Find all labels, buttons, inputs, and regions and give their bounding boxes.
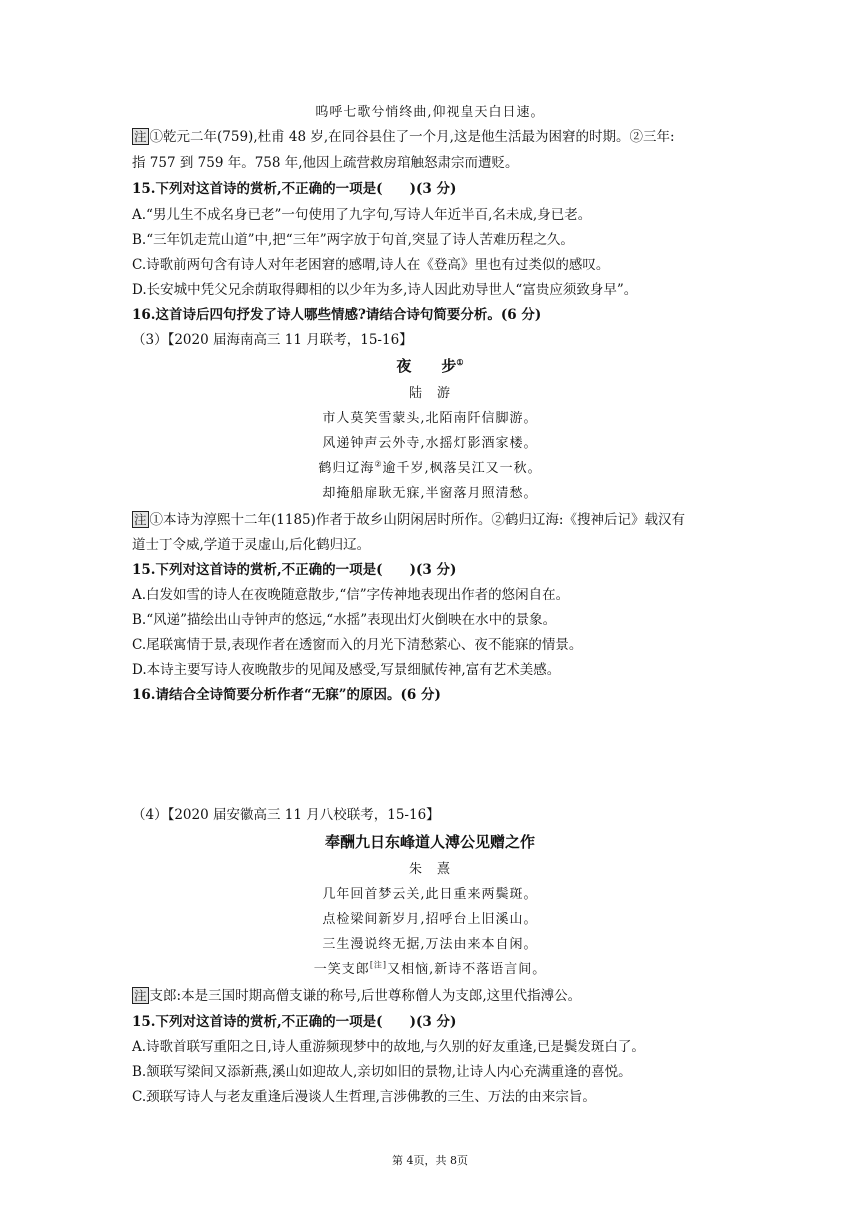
question-15: 15.下列对这首诗的赏析,不正确的一项是( )(3 分) <box>132 562 457 578</box>
poem-line: 点检梁间新岁月,招呼台上旧溪山。 <box>322 912 538 927</box>
poem-line: 一笑支郎[注]又相恼,新诗不落语言间。 <box>313 960 547 977</box>
note-line: 道士丁令威,学道于灵虚山,后化鹤归辽。 <box>132 537 371 553</box>
question-15: 15.下列对这首诗的赏析,不正确的一项是( )(3 分) <box>132 181 457 197</box>
note-label: 注 <box>134 512 147 527</box>
note-label: 注 <box>134 129 147 144</box>
option-b: B.颔联写梁间又添新燕,溪山如迎故人,亲切如旧的景物,让诗人内心充满重逢的喜悦。 <box>132 1064 632 1080</box>
poem-line: 却掩船扉耿无寐,半窗落月照清愁。 <box>322 486 538 501</box>
option-b: B.“三年饥走荒山道”中,把“三年”两字放于句首,突显了诗人苦难历程之久。 <box>132 232 574 248</box>
option-c: C.颈联写诗人与老友重逢后漫谈人生哲理,言涉佛教的三生、万法的由来宗旨。 <box>132 1089 596 1105</box>
option-d: D.本诗主要写诗人夜晚散步的见闻及感受,写景细腻传神,富有艺术美感。 <box>132 662 561 678</box>
note-text: ①乾元二年(759),杜甫 48 岁,在同谷县住了一个月,这是他生活最为困窘的时期。②三年: <box>149 129 675 145</box>
option-c: C.诗歌前两句含有诗人对年老困窘的感喟,诗人在《登高》里也有过类似的感叹。 <box>132 257 610 273</box>
poem-line: 市人莫笑雪蒙头,北陌南阡信脚游。 <box>322 411 538 426</box>
note-text: 支郎:本是三国时期高僧支谦的称号,后世尊称僧人为支郎,这里代指溥公。 <box>149 988 582 1004</box>
poem-author: 朱 熹 <box>408 862 451 877</box>
poem-title: 奉酬九日东峰道人溥公见赠之作 <box>324 833 535 851</box>
poem-title: 夜 步① <box>396 357 464 375</box>
page-footer: 第 4页，共 8页 <box>392 1154 468 1167</box>
note-label: 注 <box>134 988 147 1003</box>
source-label: （4）【2020 届安徽高三 11 月八校联考，15-16】 <box>132 807 440 823</box>
note-text: ①本诗为淳熙十二年(1185)作者于故乡山阴闲居时所作。②鹤归辽海:《搜神后记》载汉有 <box>149 512 685 528</box>
option-b: B.“风递”描绘出山寺钟声的悠远,“水摇”表现出灯火倒映在水中的景象。 <box>132 612 557 628</box>
question-16: 16.这首诗后四句抒发了诗人哪些情感?请结合诗句简要分析。(6 分) <box>132 307 542 323</box>
poem-line: 呜呼七歌兮悄终曲,仰视皇天白日速。 <box>315 105 545 120</box>
option-c: C.尾联寓情于景,表现作者在透窗而入的月光下清愁萦心、夜不能寐的情景。 <box>132 637 583 653</box>
option-d: D.长安城中凭父兄余荫取得卿相的以少年为多,诗人因此劝导世人“富贵应须致身早”。 <box>132 282 638 298</box>
note-line <box>132 127 675 147</box>
question-16: 16.请结合全诗简要分析作者“无寐”的原因。(6 分) <box>132 687 441 703</box>
poem-line: 三生漫说终无据,万法由来本自闲。 <box>322 937 538 952</box>
source-label: （3）【2020 届海南高三 11 月联考，15-16】 <box>132 332 413 348</box>
poem-line: 鹤归辽海②逾千岁,枫落吴江又一秋。 <box>318 459 542 476</box>
note-line <box>132 510 685 530</box>
poem-line: 几年回首梦云关,此日重来两鬓斑。 <box>322 887 538 902</box>
note-line <box>132 986 581 1006</box>
option-a: A.白发如雪的诗人在夜晚随意散步,“信”字传神地表现出作者的悠闲自在。 <box>132 587 570 603</box>
note-line: 指 757 到 759 年。758 年,他因上疏营救房琯触怒肃宗而遭贬。 <box>132 155 519 171</box>
poem-author: 陆 游 <box>408 386 451 401</box>
question-15: 15.下列对这首诗的赏析,不正确的一项是( )(3 分) <box>132 1014 457 1030</box>
option-a: A.诗歌首联写重阳之日,诗人重游频现梦中的故地,与久别的好友重逢,已是鬓发斑白了。 <box>132 1039 645 1055</box>
option-a: A.“男儿生不成名身已老”一句使用了九字句,写诗人年近半百,名未成,身已老。 <box>132 207 592 223</box>
poem-line: 风递钟声云外寺,水摇灯影酒家楼。 <box>322 436 538 451</box>
